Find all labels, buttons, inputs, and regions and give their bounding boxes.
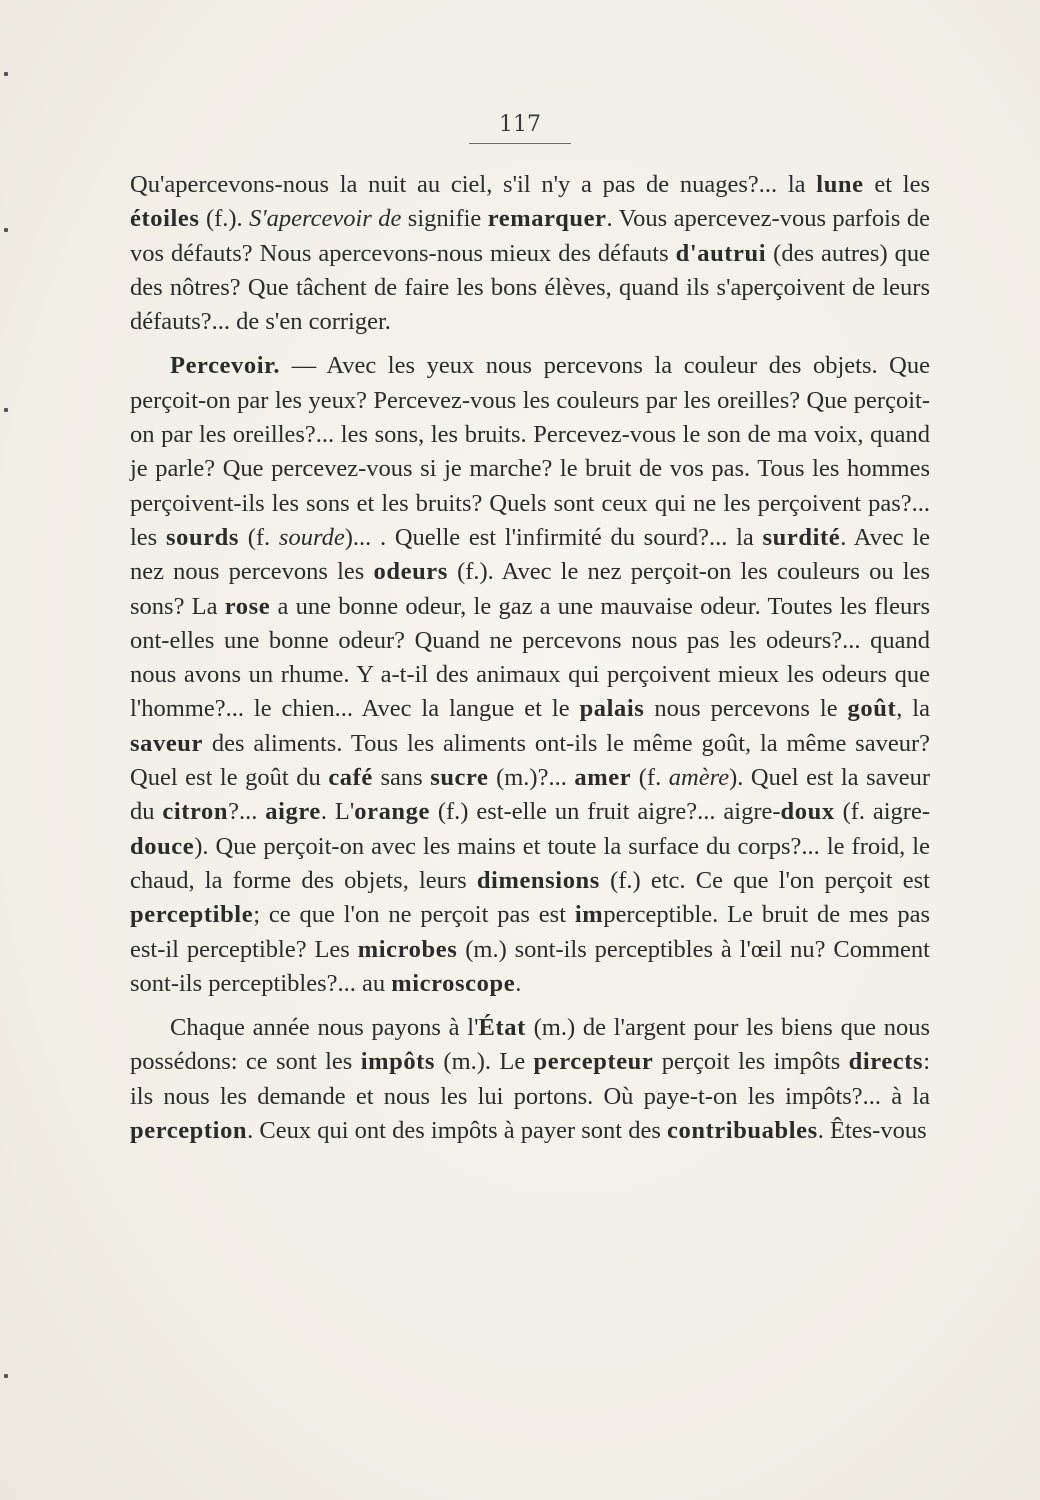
bold-term: d'autrui (675, 239, 767, 267)
bold-term: percepteur (533, 1048, 654, 1076)
text-run: (f. (239, 523, 279, 551)
text-run: (m.). Le (435, 1048, 534, 1076)
text-run: )... . Quelle est l'infirmité du sourd?... la (344, 523, 763, 551)
text-run: Qu'apercevons-nous la nuit au ciel, s'il n'y a pas de nuages?... la (130, 171, 817, 198)
bold-term: orange (354, 798, 430, 826)
bold-term: sucre (430, 764, 489, 792)
text-run: . Êtes-vous (817, 1117, 927, 1145)
bold-term: im (574, 901, 604, 929)
text-run: — Avec les yeux nous percevons la couleur des objets. Que perçoit-on par les yeux? Percevez-vous les couleurs par les oreilles? Que perçoit-on par les oreilles?... les sons, les bruits. Percevez-vous le son de ma voix, quand je parle? Que percevez-vous si je marche? le bruit de vos pas. Tous les hommes perçoivent-ils les sons et les bruits? Quels sont ceux qui ne les perçoivent pas?... les (130, 352, 930, 551)
bold-term: remarquer (487, 205, 607, 233)
italic-term: S'apercevoir de (249, 205, 402, 233)
text-run: (f.) est-elle un fruit aigre?... aigre- (429, 798, 781, 826)
bold-term: perception (130, 1117, 248, 1145)
page-header (0, 112, 1040, 144)
text-run: , la (896, 695, 930, 723)
text-run: (m.)?... (488, 764, 575, 792)
paragraph-apercevoir (130, 168, 930, 339)
text-run: et les (863, 171, 930, 198)
bold-term: directs (848, 1048, 924, 1076)
text-run: a une bonne odeur, le gaz a une mauvaise odeur. Toutes les fleurs ont-elles une bonne odeur? Quand ne percevons nous pas les odeurs?... quand nous avons un rhume. Y a-t-il des animaux qui perçoivent mieux les odeurs que l'homme?... le chien... Avec la langue et le (130, 592, 930, 723)
margin-speck (4, 72, 8, 76)
text-run: (m.) de l'argent pour les biens que nous possédons: ce sont les (130, 1014, 930, 1076)
bold-term: impôts (360, 1048, 436, 1076)
bold-term: rose (224, 592, 271, 620)
body-text (130, 168, 930, 1148)
bold-term: aigre (265, 798, 321, 826)
bold-term: douce (130, 832, 195, 860)
italic-term: amère (668, 764, 730, 792)
paragraph-impots (130, 1011, 930, 1148)
text-run: des aliments. Tous les aliments ont-ils le même goût, la même saveur? Quel est le goût du (130, 729, 930, 792)
bold-term: Percevoir. (170, 352, 281, 380)
bold-term: odeurs (373, 558, 448, 586)
text-run: ). Que perçoit-on avec les mains et toute la surface du corps?... le froid, le chaud, la forme des objets, leurs (130, 832, 930, 894)
bold-term: microbes (357, 935, 458, 963)
bold-term: doux (780, 798, 835, 826)
bold-term: palais (579, 695, 645, 723)
text-run: . (515, 969, 522, 997)
bold-term: dimensions (476, 866, 600, 894)
margin-speck (4, 228, 8, 232)
text-run: (f.). (199, 205, 250, 233)
margin-speck (4, 1374, 8, 1378)
bold-term: goût (847, 695, 897, 723)
text-run: . L' (320, 798, 355, 826)
text-run: ). Quel est la saveur du (130, 764, 931, 826)
text-run: ; ce que l'on ne perçoit pas est (253, 901, 575, 929)
bold-term: microscope (391, 969, 516, 997)
bold-term: État (478, 1014, 526, 1042)
text-run: (f. (631, 764, 669, 792)
text-run: (des autres) que des nôtres? Que tâchent de faire les bons élèves, quand ils s'aperçoivent de leurs défauts?... de s'en corriger. (130, 239, 930, 336)
bold-term: saveur (130, 729, 204, 757)
text-run: . Ceux qui ont des impôts à payer sont des (247, 1117, 668, 1145)
bold-term: perceptible (130, 901, 254, 929)
text-run: sans (372, 764, 431, 792)
text-run: (m.) sont-ils perceptibles à l'œil nu? Comment sont-ils perceptibles?... au (130, 935, 930, 997)
text-run: (f.) etc. Ce que l'on perçoit est (599, 866, 930, 894)
text-run: ?... (228, 798, 266, 826)
text-run: Chaque année nous payons à l' (170, 1014, 479, 1042)
bold-term: café (328, 764, 373, 792)
paragraph-percevoir (130, 349, 930, 1001)
page-number: 117 (469, 112, 571, 144)
italic-term: sourde (278, 523, 345, 551)
bold-term: étoiles (130, 205, 200, 233)
text-run: nous percevons le (644, 695, 848, 723)
bold-term: surdité (762, 523, 841, 551)
text-run: : ils nous les demande et nous les lui portons. Où paye-t-on les impôts?... à la (130, 1048, 930, 1110)
bold-term: lune (816, 171, 864, 198)
bold-term: sourds (165, 523, 239, 551)
text-run: . Vous apercevez-vous parfois de vos défauts? Nous apercevons-nous mieux des défauts (130, 205, 931, 267)
text-run: perçoit les impôts (653, 1048, 849, 1076)
bold-term: amer (574, 764, 632, 792)
margin-speck (4, 408, 8, 412)
text-run: (f. aigre- (834, 798, 931, 826)
text-run: . Avec le nez nous percevons les (130, 523, 930, 586)
bold-term: contribuables (667, 1117, 818, 1145)
bold-term: citron (162, 798, 229, 826)
text-run: perceptible. Le bruit de mes pas est-il perceptible? Les (130, 901, 931, 963)
text-run: signifie (401, 205, 488, 233)
text-run: (f.). Avec le nez perçoit-on les couleurs ou les sons? La (130, 558, 930, 620)
